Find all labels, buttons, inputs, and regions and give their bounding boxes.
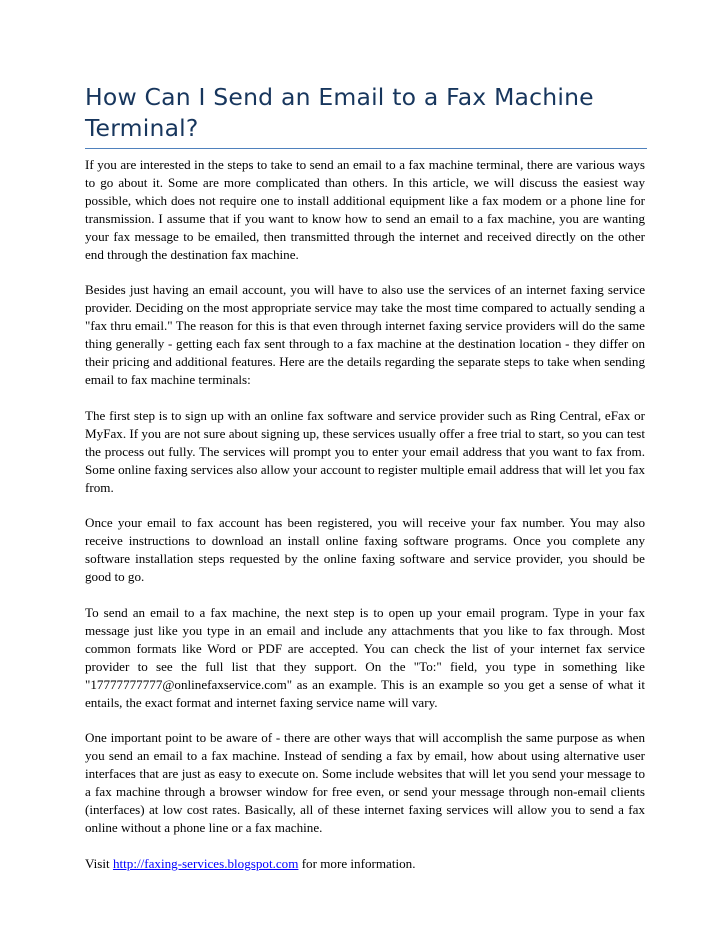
closing-prefix: Visit xyxy=(85,855,113,871)
paragraph-send-email: To send an email to a fax machine, the next step is to open up your email program. Type in your fax message just like you type in an email and include any attachments that you like to fax through. Most common formats like Word or PDF are accepted. You can check the list of your internet fax service provider to see the full list that they support. On the "To:" field, you type in something like "17777777777@onlinefaxservice.com" as an example. This is an example so you get a sense of what it entails, the exact format and internet faxing service name will vary. xyxy=(85,605,645,710)
closing-suffix: for more information. xyxy=(298,855,416,871)
paragraph-alternatives: One important point to be aware of - there are other ways that will accomplish the same purpose as when you send an email to a fax machine. Instead of sending a fax by email, how about using alternative user interfaces that are just as easy to execute on. Some include websites that will let you send your message to a fax machine through a browser window for free even, or send your message through non-email clients (interfaces) at low cost rates. Basically, all of these internet faxing services will allow you to send a fax online without a phone line or a fax machine. xyxy=(85,730,645,835)
paragraph-account-registered: Once your email to fax account has been registered, you will receive your fax number. You may also receive instructions to download an install online faxing software programs. Once you complete any software installation steps requested by the online faxing software and service provider, you should be good to go. xyxy=(85,515,645,585)
document-title: How Can I Send an Email to a Fax Machine Terminal? xyxy=(85,83,594,142)
document-page xyxy=(85,82,645,891)
paragraph-service-provider: Besides just having an email account, you will have to also use the services of an internet faxing service provider. Deciding on the most appropriate service may take the most time compared to actually sending a "fax thru email." The reason for this is that even through internet faxing service providers will do the same thing generally - getting each fax sent through to a fax machine at the destination location - they differ on their pricing and additional features. Here are the details regarding the separate steps to take when sending email to fax machine terminals: xyxy=(85,282,645,387)
paragraph-intro: If you are interested in the steps to take to send an email to a fax machine terminal, there are various ways to go about it. Some are more complicated than others. In this article, we will discuss the easiest way possible, which does not require one to install additional equipment like a fax modem or a phone line for transmission. I assume that if you want to know how to send an email to a fax machine, you are wanting your fax message to be emailed, then transmitted through the internet and received directly on the other end through the destination fax machine. xyxy=(85,157,645,262)
title-divider xyxy=(85,148,647,149)
paragraph-first-step: The first step is to sign up with an online fax software and service provider such as Ring Central, eFax or MyFax. If you are not sure about signing up, these services usually offer a free trial to start, so you can test the process out fully. The services will prompt you to enter your email address that you want to fax from. Some online faxing services also allow your account to register multiple email address that will let you fax from. xyxy=(85,407,645,495)
blog-link[interactable]: http://faxing-services.blogspot.com xyxy=(112,855,299,871)
paragraph-closing xyxy=(85,855,645,873)
